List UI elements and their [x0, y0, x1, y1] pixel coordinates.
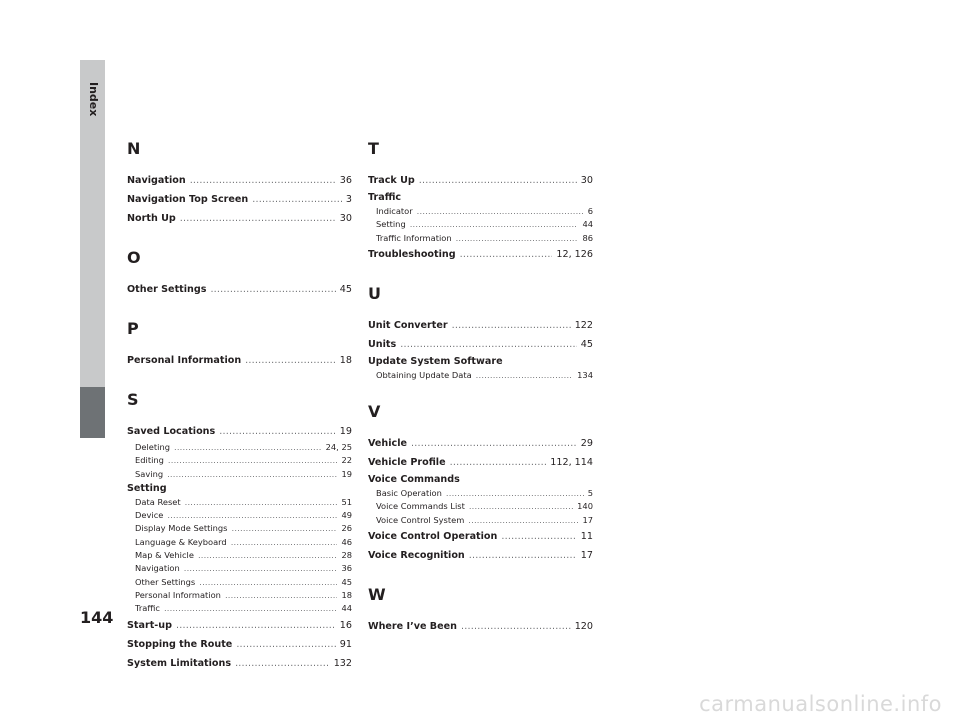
section-letter-u: U [368, 283, 381, 303]
entry-page: 17 [582, 514, 593, 525]
index-subentry[interactable] [127, 549, 352, 562]
entry-label: Voice Control System [376, 514, 465, 525]
index-subentry[interactable] [368, 369, 593, 382]
entry-page: 11 [580, 531, 593, 543]
entry-page: 17 [580, 550, 593, 562]
entry-page: 26 [341, 523, 352, 534]
entry-page: 122 [574, 319, 593, 331]
index-side-tab [80, 60, 105, 438]
entry-label: Voice Commands List [376, 501, 465, 512]
entry-label: Troubleshooting [368, 248, 456, 260]
entry-label: Navigation Top Screen [127, 194, 249, 205]
dot-leader [245, 351, 336, 370]
entry-label: Update System Software [368, 355, 503, 367]
index-subentry[interactable] [127, 496, 352, 509]
dot-leader [456, 232, 579, 245]
index-subentry[interactable] [127, 441, 352, 454]
entry-label: Personal Information [135, 589, 221, 600]
index-entry[interactable] [368, 245, 593, 264]
index-subentry[interactable] [127, 454, 352, 467]
watermark: carmanualsonline.info [699, 692, 942, 716]
entry-page: 134 [577, 369, 593, 380]
entry-label: Stopping the Route [127, 638, 233, 650]
dot-leader [232, 522, 338, 535]
entry-label: Saving [135, 468, 164, 479]
dot-leader [190, 171, 336, 190]
index-entry[interactable] [127, 171, 352, 190]
section-letter-t: T [368, 139, 379, 158]
entry-label: Start-up [127, 619, 172, 631]
entry-label: Saved Locations [127, 426, 216, 437]
entry-page: 3 [345, 194, 352, 205]
entry-label: Traffic Information [376, 232, 452, 243]
index-subentry[interactable] [368, 232, 593, 245]
dot-leader [176, 616, 336, 635]
entry-label: Device [135, 510, 164, 521]
page-number: 144 [80, 608, 114, 627]
index-heading-entry [368, 472, 593, 487]
section-letter-s: S [127, 390, 139, 409]
dot-leader [235, 654, 330, 673]
index-entry[interactable] [368, 617, 593, 636]
entry-label: Vehicle Profile [368, 457, 446, 469]
entry-page: 51 [341, 496, 352, 507]
entry-label: System Limitations [127, 657, 232, 669]
entry-label: Personal Information [127, 355, 242, 366]
dot-leader [198, 549, 338, 562]
entry-label: Other Settings [127, 284, 207, 295]
entry-page: 28 [341, 550, 352, 561]
index-subentry[interactable] [368, 487, 593, 500]
index-entry[interactable] [368, 434, 593, 453]
entry-page: 36 [341, 563, 352, 574]
entry-page: 45 [341, 576, 352, 587]
entry-label: Deleting [135, 442, 170, 452]
entry-page: 44 [341, 603, 352, 614]
entry-page: 140 [577, 501, 593, 512]
dot-leader [184, 562, 338, 575]
entry-label: Unit Converter [368, 319, 448, 331]
section-letter-o: O [127, 248, 141, 267]
entry-label: Obtaining Update Data [376, 369, 472, 380]
entry-page: 22 [341, 455, 352, 466]
entry-label: Data Reset [135, 496, 181, 507]
dot-leader [225, 589, 338, 602]
index-entry[interactable] [127, 209, 352, 228]
index-entry[interactable] [127, 422, 352, 441]
dot-leader [469, 500, 573, 513]
dot-leader [417, 205, 584, 218]
entry-page: 44 [582, 219, 593, 230]
dot-leader [468, 514, 578, 527]
index-entry[interactable] [127, 351, 352, 370]
index-subentry[interactable] [127, 576, 352, 589]
dot-leader [461, 617, 571, 636]
entry-page: 29 [580, 438, 593, 450]
entry-label: Map & Vehicle [135, 550, 194, 561]
entry-page: 46 [341, 536, 352, 547]
dot-leader [411, 434, 577, 453]
entry-page: 86 [582, 232, 593, 243]
index-entry[interactable] [127, 616, 352, 635]
entry-label: Editing [135, 455, 164, 466]
entry-label: Navigation [135, 563, 180, 574]
entry-label: Where I’ve Been [368, 621, 457, 633]
index-column-left [127, 139, 352, 673]
index-subentry[interactable] [368, 514, 593, 527]
entry-page: 12, 126 [556, 248, 593, 260]
entry-page: 91 [339, 638, 352, 650]
dot-leader [199, 576, 337, 589]
entry-label: Other Settings [135, 576, 196, 587]
dot-leader [476, 369, 573, 382]
index-subentry[interactable] [368, 218, 593, 231]
entry-label: Basic Operation [376, 488, 442, 499]
index-subentry[interactable] [127, 468, 352, 481]
index-entry[interactable] [127, 635, 352, 654]
index-subentry[interactable] [127, 589, 352, 602]
entry-page: 19 [339, 426, 352, 437]
dot-leader [469, 546, 577, 565]
dot-leader [164, 602, 338, 615]
index-subentry[interactable] [368, 500, 593, 513]
index-entry[interactable] [368, 546, 593, 565]
index-subentry[interactable] [127, 536, 352, 549]
index-subentry[interactable] [127, 509, 352, 522]
index-entry[interactable] [368, 527, 593, 546]
dot-leader [501, 527, 576, 546]
dot-leader [174, 441, 322, 454]
index-entry[interactable] [127, 190, 352, 209]
dot-leader [167, 468, 337, 481]
dot-leader [236, 635, 335, 654]
index-subentry[interactable] [127, 562, 352, 575]
entry-page: 36 [339, 175, 352, 186]
entry-page: 45 [580, 338, 593, 350]
index-subentry[interactable] [127, 522, 352, 535]
entry-page: 30 [580, 175, 593, 186]
index-entry[interactable] [127, 654, 352, 673]
entry-label: Voice Recognition [368, 550, 465, 562]
dot-leader [446, 487, 584, 500]
index-entry[interactable] [368, 335, 593, 354]
entry-label: Language & Keyboard [135, 536, 227, 547]
dot-leader [452, 316, 571, 335]
entry-page: 132 [333, 657, 352, 669]
entry-page: 24, 25 [325, 442, 352, 452]
entry-label: Units [368, 338, 397, 350]
side-tab-label: Index [87, 82, 100, 117]
index-entry[interactable] [368, 316, 593, 335]
entry-label: Voice Commands [368, 474, 460, 486]
dot-leader [410, 218, 579, 231]
section-letter-w: W [368, 585, 386, 605]
dot-leader [231, 536, 338, 549]
entry-label: Setting [376, 219, 406, 230]
dot-leader [460, 245, 553, 264]
dot-leader [210, 280, 335, 299]
entry-page: 30 [339, 213, 352, 224]
entry-page: 18 [339, 355, 352, 366]
dot-leader [185, 496, 338, 509]
dot-leader [419, 171, 577, 190]
entry-label: Voice Control Operation [368, 531, 498, 543]
dot-leader [219, 422, 336, 441]
entry-page: 45 [339, 284, 352, 295]
entry-page: 19 [341, 468, 352, 479]
entry-label: Vehicle [368, 438, 408, 450]
entry-label: Navigation [127, 175, 186, 186]
index-heading-entry [368, 190, 593, 205]
entry-label: Display Mode Settings [135, 523, 228, 534]
entry-label: Traffic [135, 603, 160, 614]
entry-label: North Up [127, 213, 176, 224]
dot-leader [400, 335, 577, 354]
index-entry[interactable] [368, 171, 593, 190]
index-column-right [368, 139, 593, 636]
section-letter-n: N [127, 139, 141, 158]
dot-leader [167, 509, 337, 522]
entry-page: 49 [341, 510, 352, 521]
dot-leader [252, 190, 342, 209]
entry-label: Indicator [376, 206, 413, 216]
index-side-tab-marker [80, 387, 105, 438]
entry-page: 6 [587, 206, 593, 216]
entry-page: 18 [341, 589, 352, 600]
index-entry[interactable] [368, 453, 593, 472]
entry-page: 16 [339, 619, 352, 631]
index-entry[interactable] [127, 280, 352, 299]
index-heading-entry [127, 481, 352, 496]
dot-leader [450, 453, 547, 472]
entry-page: 5 [587, 488, 593, 499]
index-heading-entry [368, 354, 593, 369]
index-subentry[interactable] [368, 205, 593, 218]
entry-page: 112, 114 [550, 457, 593, 469]
entry-label: Setting [127, 482, 167, 494]
entry-label: Track Up [368, 175, 415, 186]
entry-label: Traffic [368, 192, 402, 203]
dot-leader [168, 454, 338, 467]
section-letter-p: P [127, 319, 139, 338]
section-letter-v: V [368, 402, 381, 422]
index-subentry[interactable] [127, 602, 352, 615]
entry-page: 120 [574, 621, 593, 633]
dot-leader [180, 209, 336, 228]
